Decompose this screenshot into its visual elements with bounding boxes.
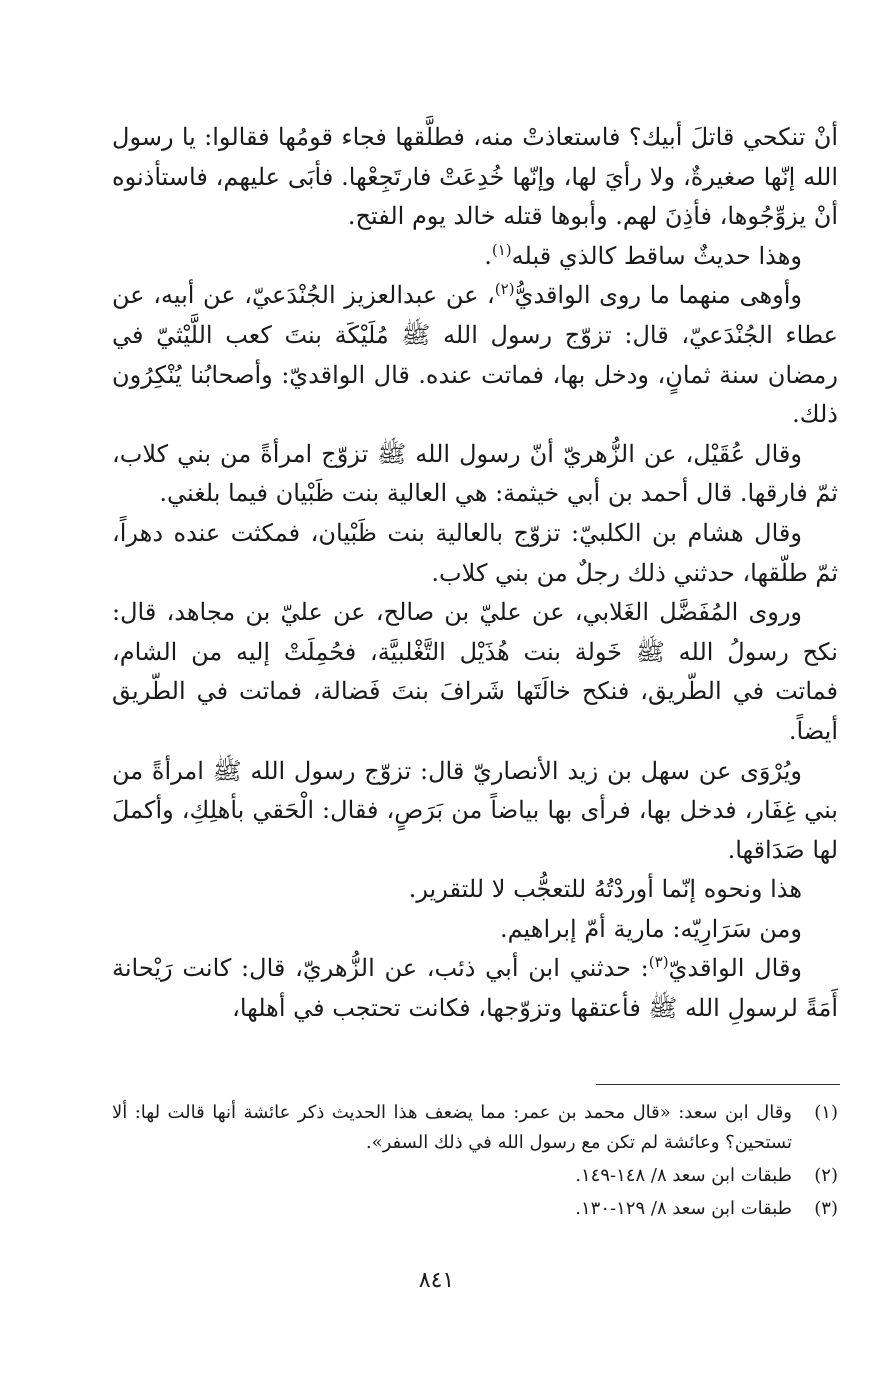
paragraph-2-end: . [484, 241, 492, 270]
footnote-number: (١) [814, 1102, 838, 1123]
paragraph-3-start: وأوهى منهما ما روى الواقديُّ [514, 281, 803, 310]
paragraph-2 [112, 237, 838, 277]
footnote-ref-2: (٢) [494, 280, 515, 299]
paragraph-6: وروى المُفَضَّل الغَلابي، عن عليّ بن صالح، عن عليّ بن مجاهد، قال: نكح رسولُ الله ﷺ خَولة بنت هُذَيْل التَّغْلبيَّة، فحُمِلَتْ إليه من الشام، فماتت في الطّريق، فنكح خالَتَها شَرافَ بنتَ فَضالة، فماتت في الطّريق أيضاً. [112, 598, 838, 745]
paragraph-9: ومن سَرَارِيّه: مارية أمّ إبراهيم. [499, 914, 802, 943]
paragraph-10 [112, 949, 838, 1028]
paragraph-4: وقال عُقَيْل، عن الزُّهريّ أنّ رسول الله ﷺ تزوّج امرأةً من بني كلاب، ثمّ فارقها. قال أحمد بن أبي خيثمة: هي العالية بنت ظَبْيان فيما بلغني. [112, 439, 838, 508]
page-number: ٨٤١ [418, 1268, 455, 1293]
footnote-text: طبقات ابن سعد ٨/ ١٢٩-١٣٠. [575, 1198, 792, 1219]
paragraph-2-text: وهذا حديثٌ ساقط كالذي قبله [511, 241, 802, 270]
footnote-divider [596, 1084, 840, 1085]
paragraph-10-start: وقال الواقديّ [668, 954, 803, 983]
paragraph-3 [112, 276, 838, 434]
footnotes [112, 1098, 838, 1227]
paragraph-1: أنْ تنكحي قاتلَ أبيك؟ فاستعاذتْ منه، فطلَّقها فجاء قومُها فقالوا: يا رسول الله إنّها صغيرةٌ، ولا رأيَ لها، وإنّها خُدِعَتْ فارتَجِعْها. فأبَى عليهم، فاستأذنوه أنْ يزوِّجُوها، فأذِنَ لهم. وأبوها قتله خالد يوم الفتح. [112, 123, 838, 231]
footnote-text: وقال ابن سعد: «قال محمد بن عمر: مما يضعف هذا الحديث ذكر عائشة أنها قالت لها: ألا تستحين؟ وعائشة لم تكن مع رسول الله في ذلك السفر». [112, 1102, 792, 1153]
footnote-1 [112, 1098, 838, 1158]
footnote-ref-3: (٣) [648, 953, 669, 972]
footnote-3 [112, 1194, 838, 1224]
paragraph-5: وقال هشام بن الكلبيّ: تزوّج بالعالية بنت ظَبْيان، فمكثت عنده دهراً، ثمّ طلّقها، حدثني ذلك رجلٌ من بني كلاب. [112, 518, 838, 587]
paragraph-3-rest: ، عن عبدالعزيز الجُنْدَعيّ، عن أبيه، عن عطاء الجُنْدَعيّ، قال: تزوّج رسول الله ﷺ مُلَيْكَة بنتَ كعب اللَّيْثيّ في رمضان سنة ثمانٍ، ودخل بها، فماتت عنده. قال الواقديّ: وأصحابُنا يُنْكِرُون ذلك. [112, 281, 838, 429]
paragraph-7: ويُرْوَى عن سهل بن زيد الأنصاريّ قال: تزوّج رسول الله ﷺ امرأةً من بني غِفَار، فدخل بها، فرأى بها بياضاً من بَرَصٍ، فقال: الْحَقي بأهلِكِ، وأكملَ لها صَدَاقها. [112, 756, 838, 864]
paragraph-10-rest: : حدثني ابن أبي ذئب، عن الزُّهريّ، قال: كانت رَيْحانة أَمَةً لرسولِ الله ﷺ فأعتقها وتزوّجها، فكانت تحتجب في أهلها، [112, 954, 838, 1023]
paragraph-8: هذا ونحوه إنّما أوردْتُهُ للتعجُّب لا للتقرير. [408, 875, 802, 904]
footnote-ref-1: (١) [491, 240, 512, 259]
main-text [112, 118, 838, 1029]
footnote-number: (٢) [814, 1165, 838, 1186]
footnote-text: طبقات ابن سعد ٨/ ١٤٨-١٤٩. [575, 1165, 792, 1186]
footnote-number: (٣) [814, 1198, 838, 1219]
footnote-2 [112, 1161, 838, 1191]
